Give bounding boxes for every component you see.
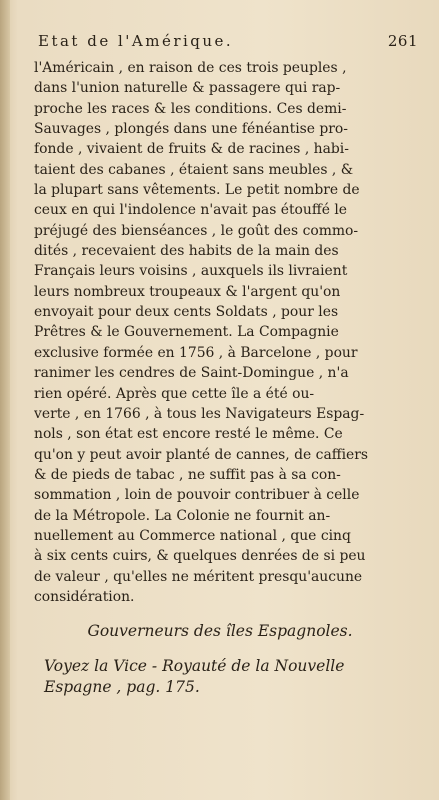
section-subheading: Gouverneurs des îles Espagnoles. — [87, 622, 353, 640]
text-line: envoyait pour deux cents Soldats , pour les — [34, 304, 339, 321]
text-line: fonde , vivaient de fruits & de racines , habi- — [34, 141, 349, 158]
text-line: considération. — [34, 588, 135, 605]
text-line: dités , recevaient des habits de la main des — [34, 243, 339, 260]
cross-reference — [44, 656, 412, 698]
text-line: proche les races & les conditions. Ces demi- — [34, 100, 347, 117]
text-line: Français leurs voisins , auxquels ils livraient — [34, 263, 348, 280]
text-line: Sauvages , plongés dans une fénéantise pro- — [34, 121, 348, 138]
text-line: ceux en qui l'indolence n'avait pas étouffé le — [34, 202, 348, 219]
text-line: préjugé des bienséances , le goût des commo- — [34, 222, 359, 239]
text-line: leurs nombreux troupeaux & l'argent qu'on — [34, 283, 341, 300]
text-line: de valeur , qu'elles ne méritent presqu'aucune — [34, 568, 363, 585]
text-line: l'Américain , en raison de ces trois peuples , — [34, 60, 347, 76]
body-text — [34, 58, 406, 607]
text-line: nols , son état est encore resté le même. Ce — [34, 426, 343, 443]
text-line: de la Métropole. La Colonie ne fournit an- — [34, 507, 331, 524]
text-line: à six cents cuirs, & quelques denrées de si peu — [34, 548, 366, 565]
page-number: 261 — [387, 32, 418, 50]
text-line: & de pieds de tabac , ne suffit pas à sa con- — [34, 466, 341, 483]
text-line: qu'on y peut avoir planté de cannes, de caffiers — [34, 446, 369, 463]
text-line: Prêtres & le Gouvernement. La Compagnie — [34, 324, 339, 341]
text-line: dans l'union naturelle & passagere qui rap- — [34, 80, 341, 97]
text-line: rien opéré. Après que cette île a été ou- — [34, 385, 315, 402]
reference-line-2: Espagne , pag. 175. — [44, 678, 200, 696]
running-title: Etat de l'Amérique. — [38, 32, 234, 50]
text-line: ranimer les cendres de Saint-Domingue , n'a — [34, 365, 349, 382]
reference-line-1: Voyez la Vice - Royauté de la Nouvelle — [44, 657, 345, 675]
page-gutter — [0, 0, 10, 800]
text-line: verte , en 1766 , à tous les Navigateurs Espag- — [34, 405, 365, 422]
text-line: nuellement au Commerce national , que cinq — [34, 527, 351, 544]
text-line: exclusive formée en 1756 , à Barcelone , pour — [34, 344, 358, 361]
text-line: la plupart sans vêtements. Le petit nombre de — [34, 182, 360, 199]
text-line: taient des cabanes , étaient sans meubles , & — [34, 161, 354, 178]
text-line: sommation , loin de pouvoir contribuer à celle — [34, 487, 360, 504]
